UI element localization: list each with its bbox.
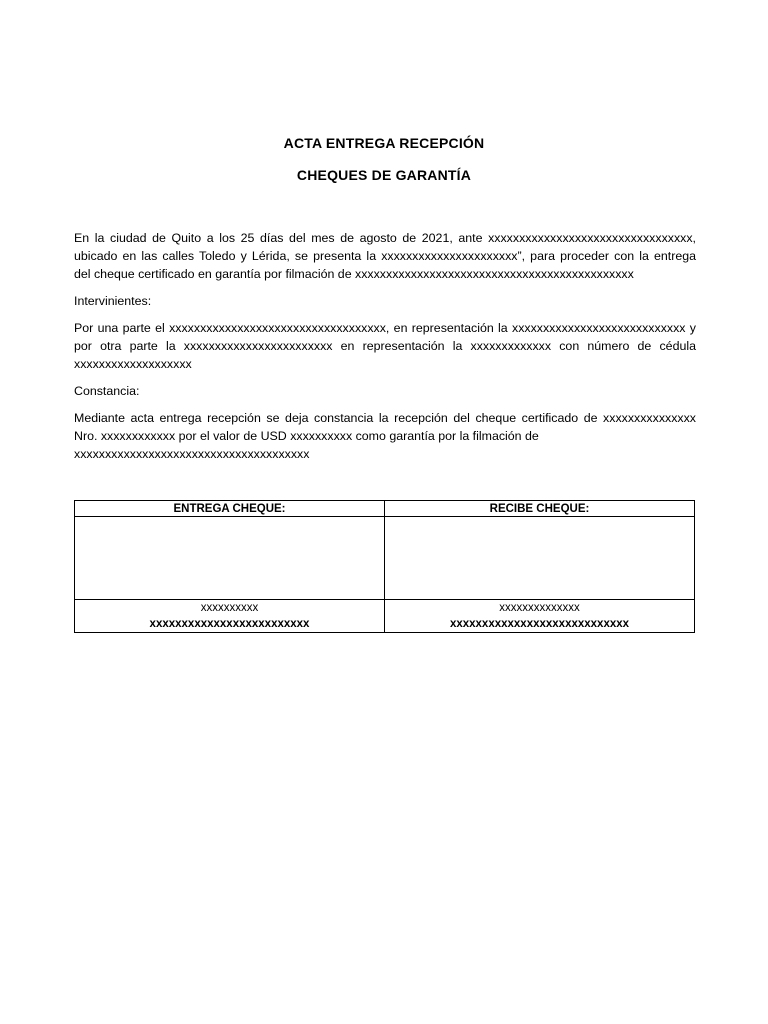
- paragraph-line: xxxxxxxxxxxxxxxxxxx: [74, 357, 192, 371]
- heading-constancia: Constancia:: [74, 384, 140, 398]
- paragraph-line: del cheque certificado en garantía por filmación de xxxxxxxxxxxxxxxxxxxxxxxxxxxxxxxxxxxxxxxxxxxxx: [74, 267, 634, 281]
- paragraph-intervinientes: [74, 319, 696, 373]
- signatory-entrega-line2: xxxxxxxxxxxxxxxxxxxxxxxxx: [149, 618, 310, 630]
- paragraph-line: por otra parte la xxxxxxxxxxxxxxxxxxxxxxxx en representación la xxxxxxxxxxxxx con número de cédula: [74, 339, 696, 353]
- paragraph-intro: [74, 229, 696, 283]
- paragraph-line: En la ciudad de Quito a los 25 días del mes de agosto de 2021, ante xxxxxxxxxxxxxxxxxxxxxxxxxxxxxxxxx,: [74, 231, 696, 245]
- heading-intervinientes: Intervinientes:: [74, 294, 152, 308]
- signature-table: [74, 500, 695, 633]
- paragraph-line: ubicado en las calles Toledo y Lérida, se presenta la xxxxxxxxxxxxxxxxxxxxxx”, para proceder con la entrega: [74, 249, 696, 263]
- signatory-entrega: [75, 600, 385, 633]
- paragraph-line: Por una parte el xxxxxxxxxxxxxxxxxxxxxxxxxxxxxxxxxxx, en representación la xxxxxxxxxxxxxxxxxxxxxxxxxxxx y: [74, 321, 696, 335]
- paragraph-line: Nro. xxxxxxxxxxxx por el valor de USD xxxxxxxxxx como garantía por la filmación de: [74, 429, 539, 443]
- paragraph-line: xxxxxxxxxxxxxxxxxxxxxxxxxxxxxxxxxxxxxx: [74, 447, 310, 461]
- paragraph-constancia: [74, 409, 696, 463]
- signature-space-entrega: [75, 517, 385, 600]
- signatory-recibe-line1: xxxxxxxxxxxxxx: [499, 602, 580, 614]
- signatory-entrega-line1: xxxxxxxxxx: [200, 602, 259, 614]
- document-title: ACTA ENTREGA RECEPCIÓN: [283, 135, 485, 151]
- signatory-names-row: [75, 600, 695, 633]
- signatory-recibe: [385, 600, 695, 633]
- header-recibe-cheque: RECIBE CHEQUE:: [385, 501, 695, 517]
- signature-space-row: [75, 517, 695, 600]
- header-entrega-cheque: ENTREGA CHEQUE:: [75, 501, 385, 517]
- paragraph-line: Mediante acta entrega recepción se deja constancia la recepción del cheque certificado de xxxxxxxxxxxxxxx: [74, 411, 696, 425]
- table-header-row: [75, 501, 695, 517]
- signatory-recibe-line2: xxxxxxxxxxxxxxxxxxxxxxxxxxxx: [449, 618, 630, 630]
- document-subtitle: CHEQUES DE GARANTÍA: [296, 167, 472, 183]
- signature-space-recibe: [385, 517, 695, 600]
